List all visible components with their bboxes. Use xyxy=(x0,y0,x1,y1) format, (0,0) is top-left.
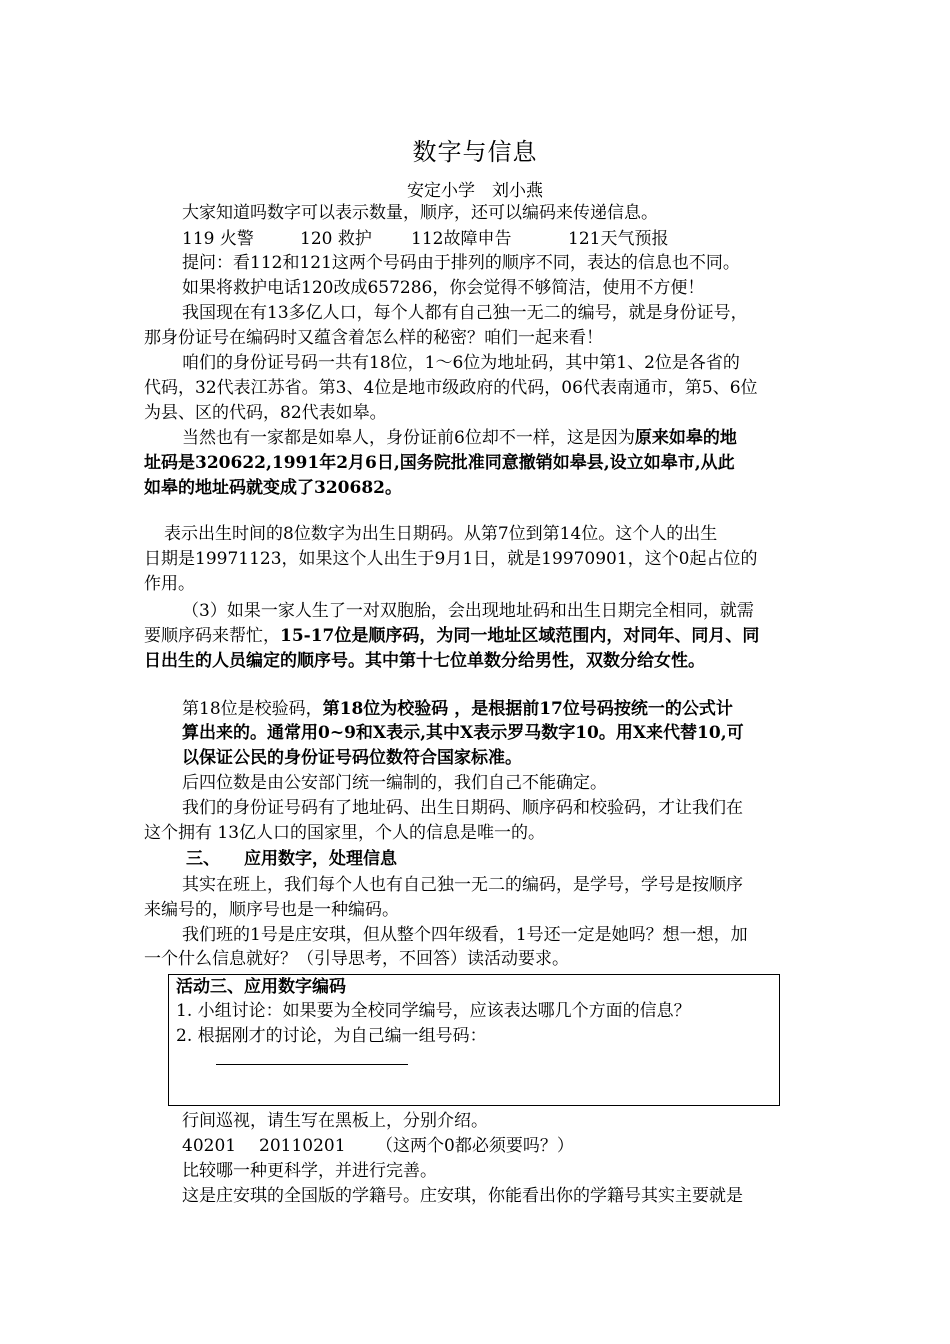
after-line-4: 这是庄安琪的全国版的学籍号。庄安琪，你能看出你的学籍号其实主要就是 xyxy=(182,1186,743,1206)
after-line-3: 比较哪一种更科学，并进行完善。 xyxy=(182,1161,437,1181)
idcard-paragraph-2-line-3: 为县、区的代码，82代表如皋。 xyxy=(144,403,387,423)
summary-line-1: 我们的身份证号码有了地址码、出生日期码、顺序码和校验码，才让我们在 xyxy=(182,798,743,818)
birth-line-3: 作用。 xyxy=(144,574,195,594)
page-title: 数字与信息 xyxy=(412,138,538,166)
activity-title: 活动三、应用数字编码 xyxy=(176,977,346,997)
idcard-paragraph-3-line-3: 如皋的地址码就变成了320682。 xyxy=(144,478,402,498)
idcard-paragraph-2-line-1: 咱们的身份证号码一共有18位，1～6位为地址码，其中第1、2位是各省的 xyxy=(182,353,740,373)
idcard-paragraph-3-bold: 原来如皋的地 xyxy=(634,428,737,448)
sequence-line-2 xyxy=(144,623,759,649)
code-121: 121天气预报 xyxy=(568,229,669,249)
example-question: （这两个0都必须要吗？） xyxy=(376,1136,574,1156)
check-line-1 xyxy=(182,696,733,722)
check-normal: 第18位是校验码， xyxy=(182,699,323,719)
section-3-paragraph-1-line-2: 来编号的，顺序号也是一种编码。 xyxy=(144,900,399,920)
activity-item-2: 2. 根据刚才的讨论，为自己编一组号码： xyxy=(176,1026,487,1046)
sequence-normal: 要顺序码来帮忙， xyxy=(144,626,280,646)
author-line: 安定小学 刘小燕 xyxy=(407,181,543,201)
example-number-2: 20110201 xyxy=(259,1136,346,1156)
intro-line: 大家知道吗数字可以表示数量，顺序，还可以编码来传递信息。 xyxy=(182,203,658,223)
check-line-2: 算出来的。通常用0~9和X表示,其中X表示罗马数字10。用X来代替10,可 xyxy=(182,723,744,743)
check-bold: 第18位为校验码 ，是根据前17位号码按统一的公式计 xyxy=(322,699,733,719)
code-120: 120 救护 xyxy=(300,229,372,249)
sequence-line-1: （3）如果一家人生了一对双胞胎，会出现地址码和出生日期完全相同，就需 xyxy=(182,601,754,621)
activity-item-1: 1. 小组讨论：如果要为全校同学编号，应该表达哪几个方面的信息？ xyxy=(176,1001,691,1021)
example-number-1: 40201 xyxy=(182,1136,237,1156)
birth-line-1: 表示出生时间的8位数字为出生日期码。从第7位到第14位。这个人的出生 xyxy=(164,524,718,544)
section-3-paragraph-2-line-1: 我们班的1号是庄安琪，但从整个四年级看，1号还一定是她吗？想一想，加 xyxy=(182,925,748,945)
code-112: 112故障申告 xyxy=(411,229,512,249)
idcard-paragraph-2-line-2: 代码，32代表江苏省。第3、4位是地市级政府的代码，06代表南通市，第5、6位 xyxy=(144,378,758,398)
answer-blank-line xyxy=(216,1064,408,1065)
last-four-line: 后四位数是由公安部门统一编制的，我们自己不能确定。 xyxy=(182,773,607,793)
summary-line-2: 这个拥有 13亿人口的国家里，个人的信息是唯一的。 xyxy=(144,823,546,843)
idcard-paragraph-3-normal: 当然也有一家都是如皋人，身份证前6位却不一样，这是因为 xyxy=(182,428,635,448)
section-3-heading: 应用数字，处理信息 xyxy=(244,849,397,869)
idcard-paragraph-3-line-1 xyxy=(182,425,737,451)
sequence-bold: 15-17位是顺序码，为同一地址区域范围内，对同年、同月、同 xyxy=(280,626,760,646)
section-3-paragraph-1-line-1: 其实在班上，我们每个人也有自己独一无二的编码，是学号，学号是按顺序 xyxy=(182,875,743,895)
after-line-1: 行间巡视，请生写在黑板上，分别介绍。 xyxy=(182,1111,488,1131)
change-line: 如果将救护电话120改成657286，你会觉得不够简洁，使用不方便！ xyxy=(182,278,705,298)
sequence-line-3: 日出生的人员编定的顺序号。其中第十七位单数分给男性，双数分给女性。 xyxy=(144,651,705,671)
question-line: 提问：看112和121这两个号码由于排列的顺序不同，表达的信息也不同。 xyxy=(182,253,740,273)
birth-line-2: 日期是19971123，如果这个人出生于9月1日，就是19970901，这个0起占位的 xyxy=(144,549,758,569)
idcard-paragraph-3-line-2: 址码是320622,1991年2月6日,国务院批准同意撤销如皋县,设立如皋市,从此 xyxy=(144,453,735,473)
code-119: 119 火警 xyxy=(182,229,254,249)
idcard-paragraph-1-line-1: 我国现在有13多亿人口，每个人都有自己独一无二的编号，就是身份证号， xyxy=(182,303,748,323)
section-3-paragraph-2-line-2: 一个什么信息就好？（引导思考，不回答）读活动要求。 xyxy=(144,949,569,969)
section-3-number: 三、 xyxy=(186,849,220,869)
idcard-paragraph-1-line-2: 那身份证号在编码时又蕴含着怎么样的秘密？咱们一起来看！ xyxy=(144,328,603,348)
check-line-3: 以保证公民的身份证号码位数符合国家标准。 xyxy=(182,748,522,768)
